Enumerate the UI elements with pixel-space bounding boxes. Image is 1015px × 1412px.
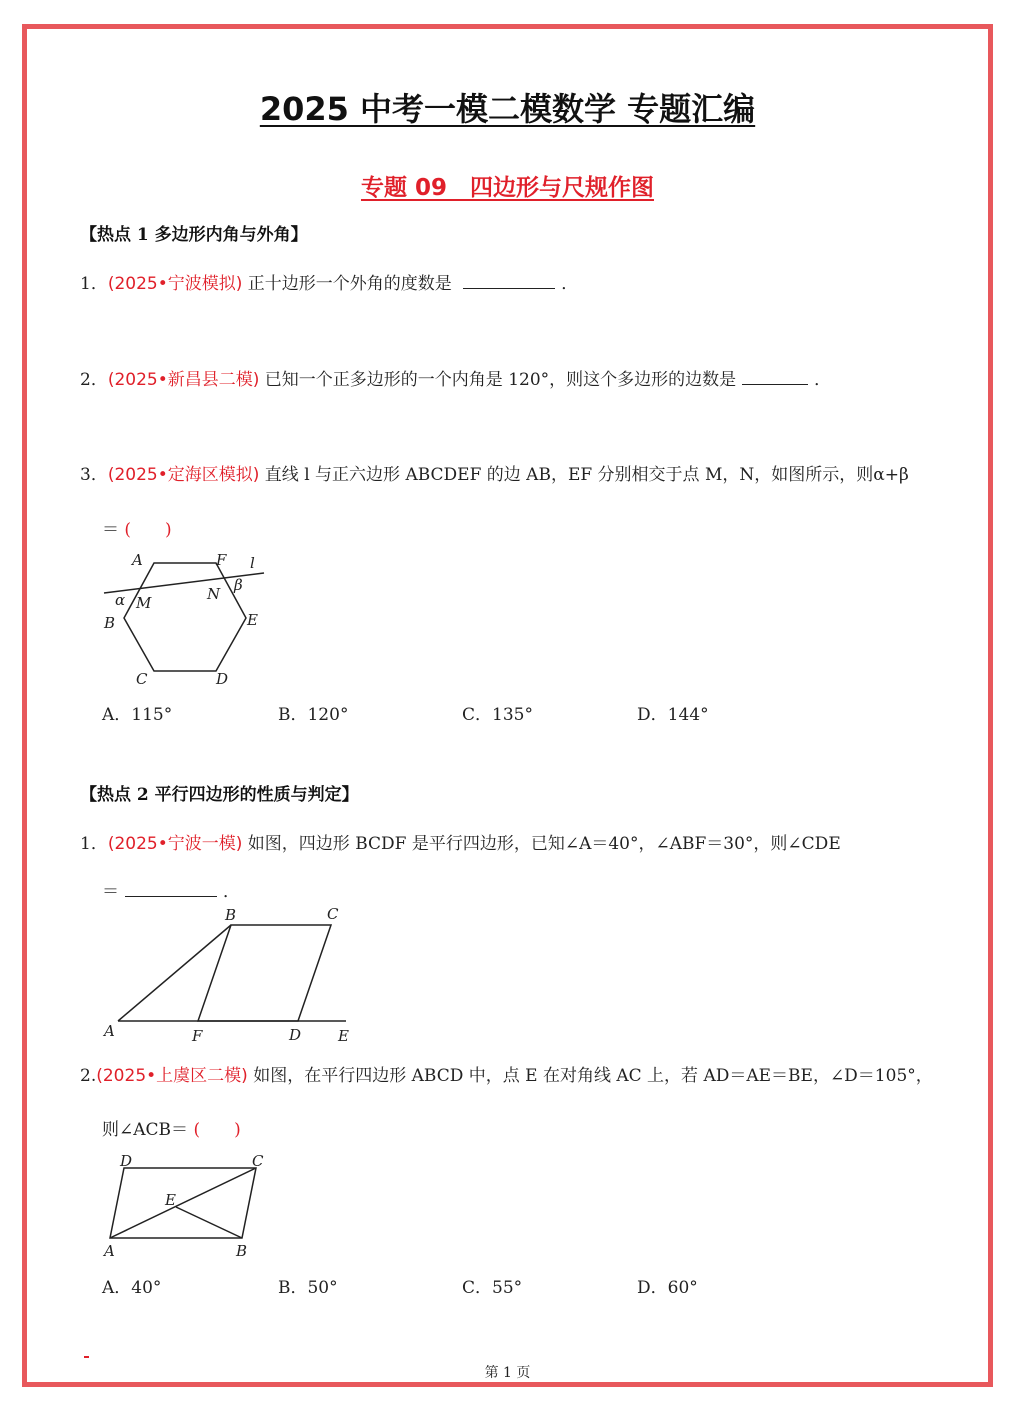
option-b[interactable]: B．120° — [278, 705, 349, 725]
question-1-2: 2．(2025•新昌县二模) 已知一个正多边形的一个内角是 120°，则这个多边形的边数是 ． — [80, 365, 831, 390]
answer-blank[interactable] — [125, 878, 217, 897]
label-N: N — [207, 585, 221, 603]
answer-paren[interactable]: ( ) — [193, 1120, 241, 1140]
parallelogram-abcd-figure — [96, 1150, 276, 1266]
segment-be — [176, 1207, 242, 1238]
answer-blank[interactable] — [742, 366, 808, 385]
option-c[interactable]: C．135° — [462, 705, 533, 725]
label-C: C — [327, 905, 339, 923]
parallelogram-bcdf-figure — [96, 902, 366, 1048]
parallelogram-bcdf — [198, 925, 331, 1021]
label-A: A — [104, 1022, 115, 1040]
option-a[interactable]: A．40° — [102, 1278, 162, 1298]
label-C: C — [252, 1152, 264, 1170]
question-2-1-line2: ＝ ． — [102, 877, 240, 902]
label-l: l — [250, 554, 255, 572]
label-B: B — [236, 1242, 248, 1260]
option-a[interactable]: A．115° — [102, 705, 173, 725]
diagonal-ac — [110, 1168, 256, 1238]
question-1-3: 3．(2025•定海区模拟) 直线 l 与正六边形 ABCDEF 的边 AB，EF 分别相交于点 M，N，如图所示，则α+β — [80, 465, 909, 485]
label-F: F — [216, 551, 227, 569]
label-B: B — [104, 614, 116, 632]
page-number: 第 1 页 — [484, 1365, 531, 1381]
option-b[interactable]: B．50° — [278, 1278, 338, 1298]
question-2-2-line2: 则∠ACB＝ ( ) — [102, 1120, 241, 1140]
section-heading-1: 【热点 1 多边形内角与外角】 — [80, 225, 308, 245]
hexagon-figure — [96, 548, 276, 690]
label-beta: β — [234, 576, 243, 594]
label-M: M — [136, 594, 152, 612]
label-A: A — [104, 1242, 115, 1260]
section-heading-2: 【热点 2 平行四边形的性质与判定】 — [80, 785, 359, 805]
label-E: E — [338, 1027, 349, 1045]
topic-title: 专题 09 四边形与尺规作图 — [360, 175, 654, 201]
label-A: A — [132, 551, 143, 569]
option-d[interactable]: D．144° — [637, 705, 709, 725]
label-D: D — [216, 670, 229, 688]
label-D: D — [289, 1026, 302, 1044]
label-alpha: α — [115, 591, 126, 609]
option-d[interactable]: D．60° — [637, 1278, 698, 1298]
label-D: D — [120, 1152, 133, 1170]
mark-dot — [84, 1356, 89, 1358]
label-B: B — [225, 906, 237, 924]
answer-paren[interactable]: ( ) — [124, 520, 172, 540]
document-title: 2025 中考一模二模数学 专题汇编 — [259, 90, 756, 128]
label-F: F — [192, 1027, 203, 1045]
option-c[interactable]: C．55° — [462, 1278, 523, 1298]
question-1-1: 1．(2025•宁波模拟) 正十边形一个外角的度数是 ． — [80, 269, 578, 294]
label-E: E — [165, 1191, 176, 1209]
hexagon-shape — [124, 563, 246, 671]
question-2-2: 2.(2025•上虞区二模) 如图，在平行四边形 ABCD 中，点 E 在对角线 AC 上，若 AD＝AE＝BE，∠D＝105°， — [80, 1066, 933, 1086]
label-C: C — [136, 670, 148, 688]
question-2-1: 1．(2025•宁波一模) 如图，四边形 BCDF 是平行四边形，已知∠A＝40°，∠ABF＝30°，则∠CDE — [80, 834, 841, 854]
question-1-3-line2: ＝ ( ) — [102, 520, 172, 540]
label-E: E — [247, 611, 258, 629]
answer-blank[interactable] — [463, 270, 555, 289]
